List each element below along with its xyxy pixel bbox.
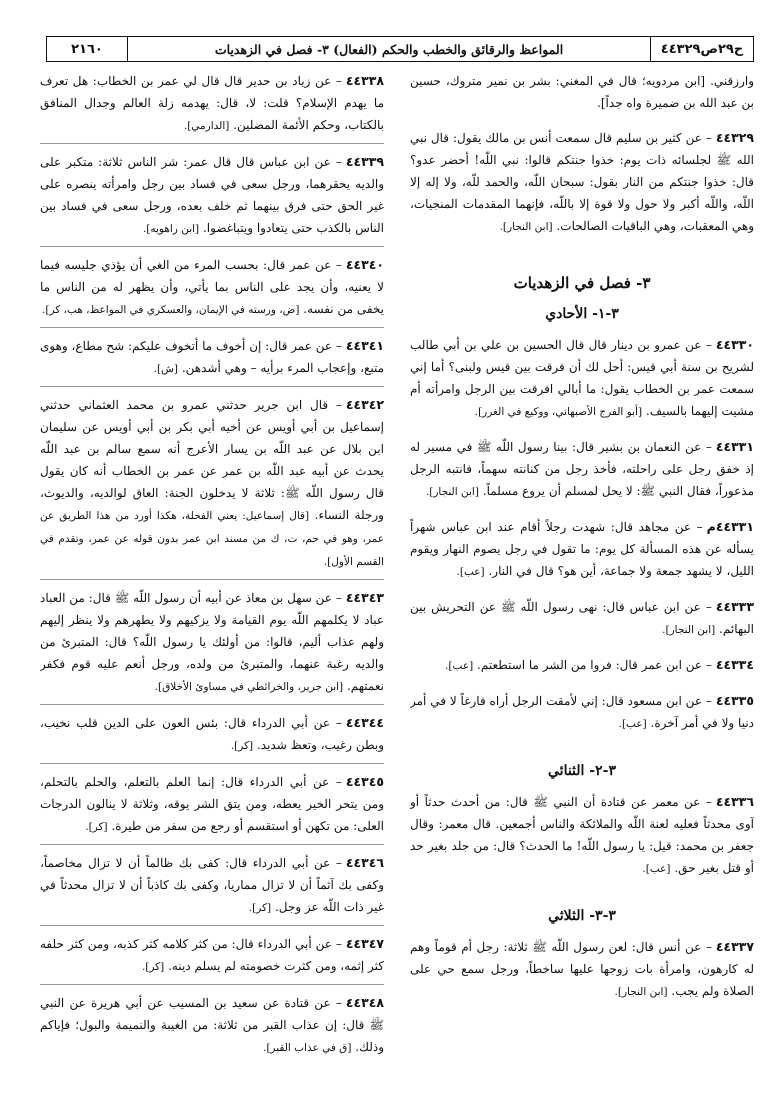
entry-source: [كر]. [230,740,254,752]
entry-text: – عن النعمان بن بشير قال: بينا رسول اللّه ﷺ في مسير له إذ خفق رجل على راحلته، فأخذ رجل من كنانته سهماً، فانتبه الرجل مذعوراً، فقال النبي ﷺ: لا يحل لمسلم أن يروع مسلماً. [410,440,754,498]
entry-text: – عن عمر قال: إن أخوف ما أتخوف عليكم: شح مطاع، وهوى متبع، وإعجاب المرء برأيه – وهي أشدهن. [40,339,384,375]
entry-source: [ابن جرير، والخرائطي في مساوئ الأخلاق]. [154,681,344,693]
entry-source: [أبو الفرج الأصبهاني، ووكيع في الغرر]. [474,406,643,418]
entry-number: ٤٤٣٤٤ [345,715,384,730]
entry-text: – عن سهل بن معاذ عن أبيه أن رسول اللّه ﷺ قال: من العباد عباد لا يكلمهم اللّه يوم القيامة ولا يزكيهم ولا يطهرهم ولا ينظر إليهم ولهم عذاب أليم، قالوا: من أولئك يا رسول اللّه؟ قال: المتبرئ من والديه رغبة عنهما، والمتبرئ من ولده، ورجل أنعم عليه قوم فكفر نعمتهم. [40,591,384,693]
entry-text: وارزقني. [ابن مردويه؛ قال في المغني: بشر بن نمير متروك، حسين بن عبد الله بن ضميرة واه جداً]. [410,74,754,110]
hadith-entry-44344 [40,712,384,764]
entry-text: – عن كثير بن سليم قال سمعت أنس بن مالك يقول: قال نبي الله ﷺ لجلسائه ذات يوم: خذوا جنتكم قالوا: نبي اللّه! أحضر عدو؟ قال: خذوا جنتكم من النار بقول: سبحان اللّه، والحمد للّه، ولا إله إلا اللّه، واللّه أكبر ولا حول ولا قوة إلا باللّه، فإنهما المقدمات المنجيات، وهي المعقبات، وهي الباقيات الصالحات. [410,131,754,233]
hadith-entry-44336 [410,791,754,886]
entry-number: ٤٤٣٣٨ [345,73,384,88]
entry-text: – عن زياد بن حدير قال قال لي عمر بن الخطاب: هل تعرف ما يهدم الإسلام؟ قلت: لا، قال: يهدمه زلة العالم وجدال المنافق بالكتاب، وحكم الأئمة المضلين. [40,74,384,132]
hadith-entry-44346 [40,852,384,926]
entry-text: – عن ابن عباس قال قال عمر: شر الناس ثلاثة: متكبر على والديه يحقرهما، ورجل سعى في فساد بين رجل وامرأته ينصره على غير الحق حتى فرق بينهما ثم خلف بعده، ورجل سعى في فساد بين الناس بالكذب حتى يتعادوا ويتباغضوا. [40,155,384,235]
hadith-entry-44347 [40,933,384,985]
text-columns [40,70,754,1090]
entry-text: – عن معمر عن قتادة أن النبي ﷺ قال: من أحدث حدثاً أو آوى محدثاً فعليه لعنة اللّه والملائكة والناس أجمعين. قال معمر: وقال جعفر بن محمد: قيل: يا رسول اللّه! ما الحدث؟ قال: من جلد بغير حد أو قتل بغير حق. [410,795,754,875]
subsection-heading-3: ٣-٣- الثلاثي [548,908,616,924]
entry-number: ٤٤٣٣٩ [345,154,384,169]
entry-source: [ق في عذاب القبر]. [263,1042,352,1054]
page-number: ٢١٦٠ [71,41,103,57]
entry-number: ٤٤٣٤٣ [345,590,384,605]
entry-text: – عن عمر قال: بحسب المرء من الغي أن يؤذي جليسه فيما لا يعنيه، وأن يجد على الناس بما يأتي، وأن يظهر له من الناس ما يخفى من نفسه. [40,258,384,316]
entry-source: [كر]. [141,961,165,973]
subsection-heading-1: ٣-١- الأحادي [545,306,619,322]
hadith-entry-44341 [40,335,384,387]
entry-number: ٤٤٣٤٨ [345,995,384,1010]
hadith-entry-44331m [410,516,754,589]
right-column [410,70,754,1090]
entry-number: ٤٤٣٤٠ [345,257,384,272]
entry-source: [ابن النجار]. [662,624,716,636]
continued-entry [410,70,754,120]
left-column [40,70,384,1090]
hadith-entry-44334 [410,654,754,683]
hadith-entry-44343 [40,587,384,705]
entry-source: [ابن النجار]. [425,486,479,498]
entry-text: – عن أنس قال: لعن رسول اللّه ﷺ ثلاثة: رجل أم قوماً وهم له كارهون، وامرأة بات زوجها عليها ساخطاً، ورجل سمع حي على الصلاة ولم يجب. [410,940,754,998]
entry-number: ٤٤٣٤٧ [345,936,384,951]
hadith-entry-44331 [410,436,754,509]
entry-source: [ض، ورسته في الإيمان، والعسكري في المواعظ، هب، كر]. [42,304,300,316]
entry-source: [عب]. [445,660,474,672]
entry-number: ٤٤٣٤٥ [345,774,384,789]
entry-source: [عب]. [618,718,647,730]
entry-source: [قال إسماعيل: يعني الفحلة، هكذا أورد من هذا الطريق عن عمر، وهو في حم، ت، ك من مسند ابن عمر بدون قوله عن عمر، وتقدم في القسم الأول]. [40,510,384,568]
running-header [46,36,754,62]
header-volume-ref: ح٢٩ص٤٤٣٢٩ [650,37,753,61]
entry-number: ٤٤٣٣٥ [715,693,754,708]
entry-source: [الدارمي]. [183,120,230,132]
header-chapter-title: المواعظ والرقائق والخطب والحكم (الفعال) ٣- فصل في الزهديات [127,37,650,61]
hadith-entry-44333 [410,596,754,647]
entry-number: ٤٤٣٣٤ [715,657,754,672]
hadith-entry-44339 [40,151,384,247]
hadith-entry-44329 [410,127,754,244]
entry-number: ٤٤٣٢٩ [715,130,754,145]
entry-text: – عن مجاهد قال: شهدت رجلاً أقام عند ابن عباس شهراً يسأله عن هذه المسألة كل يوم: ما تقول في رجل يصوم النهار ويقوم الليل، لا يشهد جمعة ولا جماعة، أين هو؟ قال في النار. [410,520,754,578]
entry-number: ٤٤٣٣٧ [715,939,754,954]
entry-text: – عن ابن عمر قال: فروا من الشر ما استطعتم. [477,658,712,672]
hadith-entry-44330 [410,334,754,429]
entry-text: – عن أبي الدرداء قال: من كثر كلامه كثر كذبه، ومن كثر حلفه كثر إثمه، ومن كثرت خصومته لم يسلم دينه. [40,937,384,973]
section-heading: ٣- فصل في الزهديات [513,274,651,292]
entry-source: [عب]. [456,566,485,578]
entry-text: – عن أبي الدرداء قال: بئس العون على الدين قلب نخيب، وبطن رغيب، وتعظ شديد. [40,716,384,752]
entry-number: ٤٤٣٤٦ [345,855,384,870]
entry-text: – عن أبي الدرداء قال: كفى بك ظالماً أن لا تزال مخاصماً، وكفى بك آثماً أن لا تزال مماريا، وكفى بك كاذباً أن لا تزال محدثاً في غير ذات اللّه عز وجل. [40,856,384,914]
entry-text: – قال ابن جرير حدثني عمرو بن محمد العثماني حدثني إسماعيل بن أبي أويس عن أخيه أبي بكر بن أبي أويس عن سليمان ابن بلال عن عبد اللّه بن يسار الأعرج أنه سمع سالم بن عبد اللّه يحدث عن أبيه عبد اللّه بن عمر عن عمر بن الخطاب أنه كان يقول قال رسول اللّه ﷺ: ثلاثة لا يدخلون الجنة: العاق لوالديه، والديوث، ورجلة النساء. [40,398,384,522]
entry-source: [كر]. [248,902,272,914]
subsection-heading-2: ٣-٢- الثنائي [548,763,616,779]
entry-number: ٤٤٣٣٠ [715,337,754,352]
entry-number: ٤٤٣٣٣ [715,599,754,614]
hadith-entry-44348 [40,992,384,1065]
entry-text: – عن عمرو بن دينار قال قال الحسين بن علي بن أبي طالب لشريح بن سنة أبي قيس: أحل لك أن فرقت بين قيس ولبنى؟ أما إني سمعت عمر بن الخطاب يقول: ما أبالي افرقت بين الرجل وامرأته أم مشيت إليهما بالسيف. [410,338,754,418]
entry-number: ٤٤٣٤٢ [345,397,384,412]
entry-source: [ابن النجار]. [499,221,553,233]
hadith-entry-44335 [410,690,754,741]
entry-source: [ابن النجار]. [614,986,668,998]
entry-number: ٤٤٣٣١ [715,439,754,454]
entry-source: [ش]. [153,363,179,375]
hadith-entry-44337 [410,936,754,1009]
entry-number: ٤٤٣٤١ [345,338,384,353]
hadith-entry-44342 [40,394,384,580]
hadith-entry-44340 [40,254,384,328]
entry-source: [ابن راهويه]. [142,223,200,235]
entry-text: – عن ابن مسعود قال: إني لأمقت الرجل أراه فارغاً لا في أمر دنيا ولا في أمر آخرة. [410,694,754,730]
hadith-entry-44338 [40,70,384,144]
entry-number: ٤٤٣٣١م [706,519,754,534]
entry-text: – عن ابن عباس قال: نهى رسول اللّه ﷺ عن التحريش بين البهائم. [410,600,754,636]
entry-text: – عن قتادة عن سعيد بن المسيب عن أبي هريرة عن النبي ﷺ قال: إن عذاب القبر من ثلاثة: من الغيبة والنميمة والبول؛ فإياكم وذلك. [40,996,384,1054]
entry-source: [عب]. [642,863,671,875]
entry-text: – عن أبي الدرداء قال: إنما العلم بالتعلم، والحلم بالتحلم، ومن يتحر الخير يعطه، ومن يتق الشر يوقه، وثلاثة لا ينالون الدرجات العلى: من تكهن أو استقسم أو رجع من سفر من طيرة. [40,775,384,833]
hadith-entry-44345 [40,771,384,845]
entry-number: ٤٤٣٣٦ [715,794,754,809]
entry-source: [كر]. [85,821,108,833]
